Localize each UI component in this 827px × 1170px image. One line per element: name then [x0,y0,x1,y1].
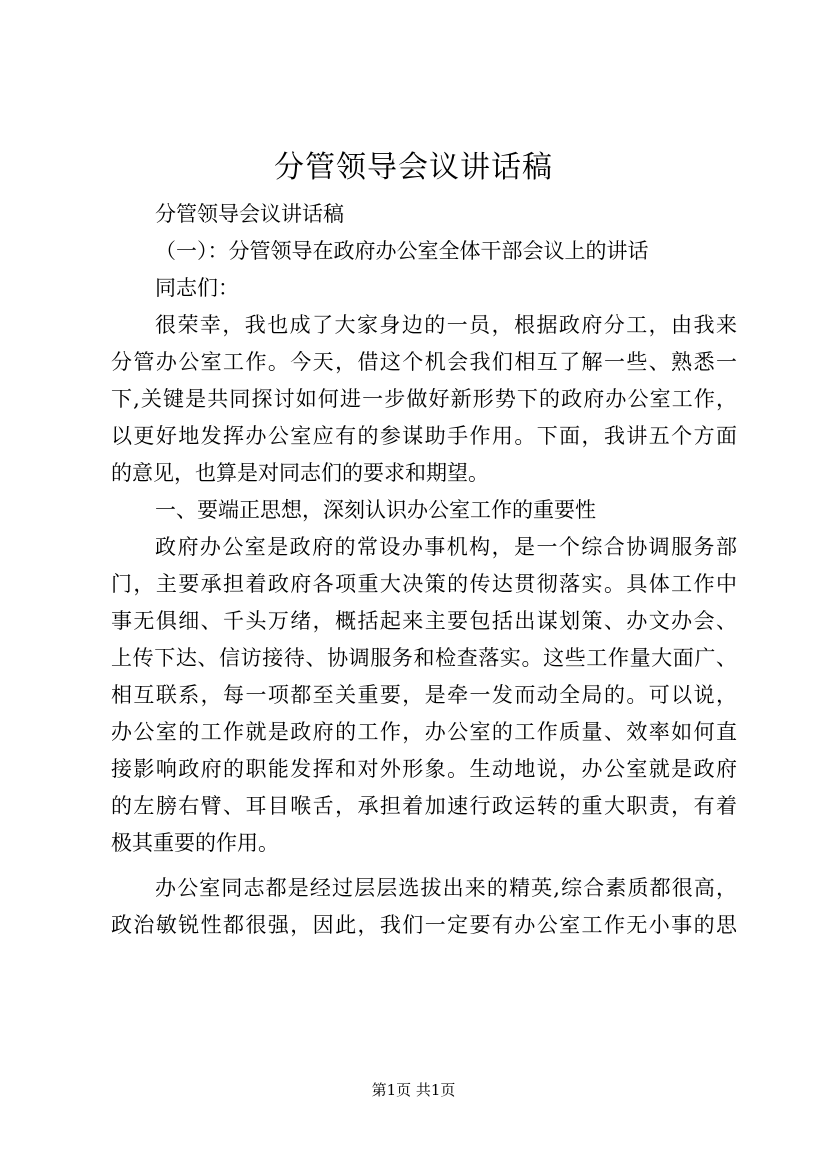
text-line: 接影响政府的职能发挥和对外形象。生动地说，办公室就是政府 [111,757,737,781]
text-line: 分管办公室工作。今天，借这个机会我们相互了解一些、熟悉一 [111,350,737,374]
text-line: （一）：分管领导在政府办公室全体干部会议上的讲话 [155,239,649,263]
page-footer: 第1页 共1页 [371,1081,456,1099]
text-line: 极其重要的作用。 [111,831,279,855]
paragraph-gap [111,862,737,870]
text-line: 政治敏锐性都很强，因此，我们一定要有办公室工作无小事的思 [111,913,737,937]
text-line: 很荣幸，我也成了大家身边的一员，根据政府分工，由我来 [155,313,737,337]
text-line: 上传下达、信访接待、协调服务和检查落实。这些工作量大面广、 [111,646,737,670]
text-line: 的意见，也算是对同志们的要求和期望。 [111,461,489,485]
text-line: 下,关键是共同探讨如何进一步做好新形势下的政府办公室工作， [111,387,737,411]
text-line: 事无俱细、千头万绪，概括起来主要包括出谋划策、办文办会、 [111,609,737,633]
text-line: 同志们： [155,276,239,300]
text-line: 的左膀右臂、耳目喉舌，承担着加速行政运转的重大职责，有着 [111,794,737,818]
document-title: 分管领导会议讲话稿 [274,150,553,185]
text-line: 政府办公室是政府的常设办事机构，是一个综合协调服务部 [155,535,737,559]
text-line: 相互联系，每一项都至关重要，是牵一发而动全局的。可以说， [111,683,737,707]
text-line: 办公室同志都是经过层层选拔出来的精英,综合素质都很高， [155,876,737,900]
text-line: 办公室的工作就是政府的工作，办公室的工作质量、效率如何直 [111,720,737,744]
text-line: 一、要端正思想，深刻认识办公室工作的重要性 [155,498,596,522]
text-line: 门，主要承担着政府各项重大决策的传达贯彻落实。具体工作中 [111,572,737,596]
text-line: 以更好地发挥办公室应有的参谋助手作用。下面，我讲五个方面 [111,424,737,448]
document-body [111,196,737,944]
text-line: 分管领导会议讲话稿 [155,202,344,226]
